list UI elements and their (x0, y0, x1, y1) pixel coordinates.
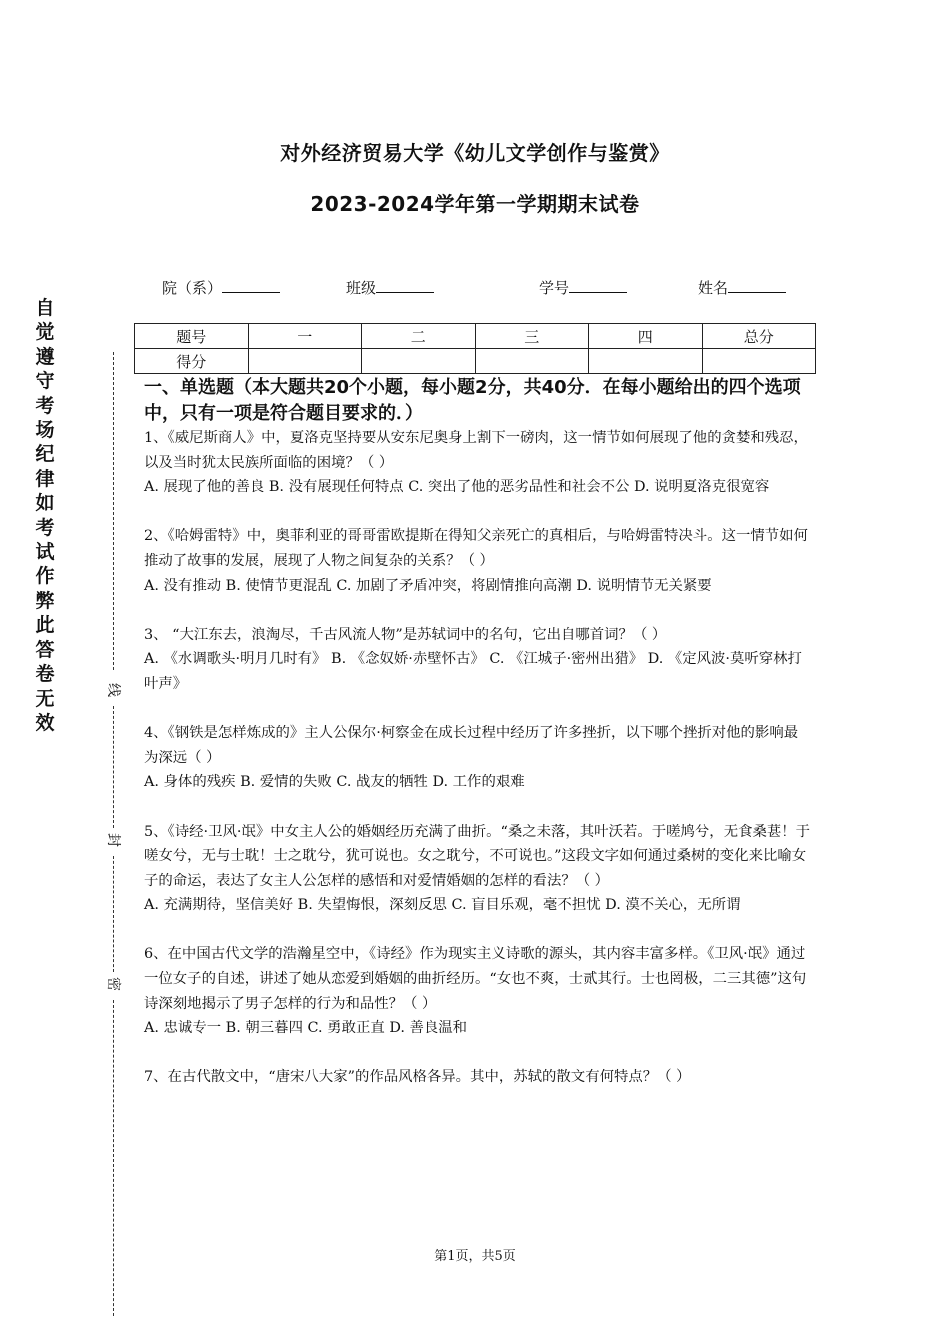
notice-char: 如 (35, 492, 55, 515)
exam-discipline-notice (32, 296, 58, 735)
seal-dashed-line (113, 1000, 114, 1316)
notice-char: 卷 (35, 663, 55, 686)
seal-line-marker: 线 (104, 681, 124, 699)
question-item (144, 1065, 812, 1090)
notice-char: 弊 (35, 589, 55, 612)
score-header-cell: 题号 (135, 324, 249, 349)
student-info-row (0, 276, 950, 298)
question-options[interactable]: A. 身体的残疾 B. 爱情的失败 C. 战友的牺牲 D. 工作的艰难 (144, 774, 525, 791)
score-cell[interactable] (248, 349, 362, 374)
question-item (144, 623, 812, 697)
notice-char: 觉 (35, 321, 55, 344)
question-item (144, 942, 812, 1040)
score-table-header-row (135, 324, 816, 349)
notice-char: 答 (35, 638, 55, 661)
seal-dashed-line (113, 706, 114, 828)
question-options[interactable]: A. 展现了他的善良 B. 没有展现任何特点 C. 突出了他的恶劣品性和社会不公 D. 说明夏洛克很宽容 (144, 479, 770, 496)
question-item (144, 524, 812, 598)
class-label: 班级 (346, 279, 377, 297)
score-header-cell: 一 (248, 324, 362, 349)
question-stem: 6、在中国古代文学的浩瀚星空中，《诗经》作为现实主义诗歌的源头，其内容丰富多样。《卫风·氓》通过一位女子的自述，讲述了她从恋爱到婚姻的曲折经历。“女也不爽，士贰其行。士也罔极，二三其德”这句诗深刻地揭示了男子怎样的行为和品性？（ ） (144, 946, 807, 1012)
question-stem: 4、《钢铁是怎样炼成的》主人公保尔·柯察金在成长过程中经历了许多挫折，以下哪个挫折对他的影响最为深远（ ） (144, 725, 799, 766)
score-cell[interactable] (589, 349, 703, 374)
student-id-blank[interactable] (569, 276, 627, 293)
notice-char: 自 (35, 297, 55, 319)
name-field (698, 276, 786, 298)
score-cell[interactable] (475, 349, 589, 374)
notice-char: 纪 (35, 443, 55, 466)
score-table (134, 323, 816, 374)
seal-seal-marker: 封 (104, 831, 124, 849)
question-stem: 3、 “大江东去，浪淘尽，千古风流人物”是苏轼词中的名句，它出自哪首词？（ ） (144, 626, 667, 643)
class-field (346, 276, 434, 298)
notice-char: 作 (35, 565, 55, 588)
class-blank[interactable] (376, 276, 434, 293)
section-heading: 一、单选题（本大题共20个小题，每小题2分，共40分．在每小题给出的四个选项中，只有一项是符合题目要求的．） (144, 377, 801, 424)
score-header-cell: 总分 (702, 324, 816, 349)
question-options[interactable]: A. 充满期待，坚信美好 B. 失望悔恨，深刻反思 C. 盲目乐观，毫不担忧 D. 漠不关心，无所谓 (144, 897, 741, 914)
name-blank[interactable] (728, 276, 786, 293)
notice-char: 无 (35, 687, 55, 710)
question-stem: 5、《诗经·卫风·氓》中女主人公的婚姻经历充满了曲折。“桑之未落，其叶沃若。于嗟鸠兮，无食桑葚！于嗟女兮，无与士耽！士之耽兮，犹可说也。女之耽兮，不可说也。”这段文字如何通过桑树的变化来比喻女子的命运，表达了女主人公怎样的感悟和对爱情婚姻的怎样的看法？（ ） (144, 823, 811, 889)
department-field (162, 276, 280, 298)
question-item (144, 426, 812, 500)
page-number: 第1页，共5页 (434, 1249, 516, 1264)
question-options[interactable]: A. 忠诚专一 B. 朝三暮四 C. 勇敢正直 D. 善良温和 (144, 1020, 468, 1037)
notice-char: 场 (35, 419, 55, 442)
seal-dashed-line (113, 352, 114, 670)
score-cell[interactable] (702, 349, 816, 374)
question-stem: 2、《哈姆雷特》中，奥菲利亚的哥哥雷欧提斯在得知父亲死亡的真相后，与哈姆雷特决斗。这一情节如何推动了故事的发展，展现了人物之间复杂的关系？（ ） (144, 528, 808, 569)
score-header-cell: 四 (589, 324, 703, 349)
question-item (144, 721, 812, 795)
notice-char: 考 (35, 516, 55, 539)
question-item (144, 820, 812, 918)
seal-dashed-line (113, 856, 114, 972)
student-id-field (539, 276, 627, 298)
score-header-cell: 三 (475, 324, 589, 349)
department-label: 院（系） (162, 279, 223, 297)
question-stem: 7、在古代散文中，“唐宋八大家”的作品风格各异。其中，苏轼的散文有何特点？（ ） (144, 1069, 691, 1086)
score-row-label: 得分 (135, 349, 249, 374)
department-blank[interactable] (222, 276, 280, 293)
score-table-score-row (135, 349, 816, 374)
seal-secret-marker: 密 (104, 975, 124, 993)
question-options[interactable]: A. 《水调歌头·明月几时有》 B. 《念奴娇·赤壁怀古》 C. 《江城子·密州出猎》 D. 《定风波·莫听穿林打叶声》 (144, 651, 802, 692)
question-stem: 1、《威尼斯商人》中，夏洛克坚持要从安东尼奥身上割下一磅肉，这一情节如何展现了他的贪婪和残忍，以及当时犹太民族所面临的困境？（ ） (144, 430, 808, 471)
exam-title-line1: 对外经济贸易大学《幼儿文学创作与鉴赏》 (280, 141, 670, 165)
notice-char: 律 (35, 467, 55, 490)
question-options[interactable]: A. 没有推动 B. 使情节更混乱 C. 加剧了矛盾冲突，将剧情推向高潮 D. 说明情节无关紧要 (144, 577, 712, 594)
notice-char: 效 (35, 711, 55, 734)
notice-char: 此 (35, 614, 55, 637)
name-label: 姓名 (698, 279, 729, 297)
notice-char: 遵 (35, 345, 55, 368)
exam-title-line2: 2023-2024学年第一学期期末试卷 (310, 192, 640, 216)
score-header-cell: 二 (362, 324, 476, 349)
notice-char: 考 (35, 394, 55, 417)
notice-char: 守 (35, 370, 55, 393)
score-cell[interactable] (362, 349, 476, 374)
student-id-label: 学号 (539, 279, 570, 297)
question-list (144, 426, 812, 1115)
notice-char: 试 (35, 541, 55, 564)
